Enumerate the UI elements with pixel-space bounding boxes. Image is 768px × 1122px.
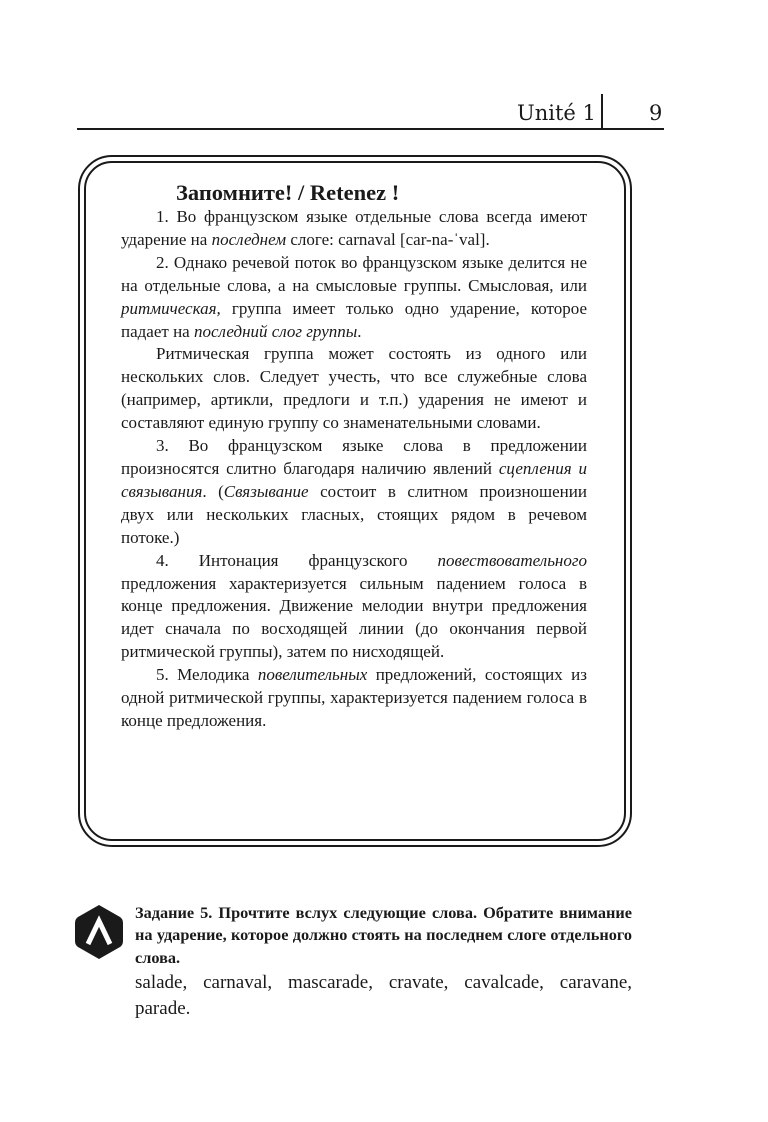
- rule-paragraph: [121, 435, 587, 550]
- italic-run: повествовательного: [437, 550, 587, 570]
- italic-run: сцепления и связывания: [121, 458, 587, 501]
- text-run: .: [357, 321, 362, 341]
- italic-run: последнем: [211, 229, 287, 249]
- text-run: 3. Во французском языке слова в предложении произносятся слитно благодаря наличию явлений: [121, 436, 587, 478]
- rule-paragraph: [121, 343, 587, 435]
- text-run: группа имеет только одно ударение, которое падает на: [121, 298, 587, 341]
- task-words: salade, carnaval, mascarade, cravate, cavalcade, caravane, parade.: [135, 972, 632, 1019]
- unit-label: Unité 1: [517, 101, 596, 125]
- text-run: слоге: carnaval [car-na-ˈval].: [286, 229, 490, 249]
- speaking-task-icon: [74, 904, 124, 960]
- rule-box-text: [121, 206, 587, 733]
- text-run: состоит в слитном произношении двух или нескольких гласных, стоящих рядом в речевом потоке.): [121, 481, 587, 547]
- rule-paragraph: [121, 206, 587, 252]
- task-instruction: Задание 5. Прочтите вслух следующие слова. Обратите внимание на ударение, которое должно стоять на последнем слоге отдельного слова.: [135, 903, 632, 967]
- italic-run: последний слог группы: [193, 321, 358, 341]
- rule-box-title: Запомните! / Retenez !: [176, 180, 400, 205]
- page-number: 9: [649, 101, 663, 125]
- text-run: 4. Интонация французского: [156, 550, 438, 570]
- header-divider: [601, 94, 603, 129]
- text-run: 1. Во французском языке отдельные слова всегда имеют ударение на: [121, 207, 587, 249]
- page-header: [0, 0, 768, 130]
- text-run: 2. Однако речевой поток во французском языке делится не на отдельные слова, а на смысловые группы. Смысловая, или: [121, 252, 587, 295]
- rule-paragraph: [121, 664, 587, 733]
- italic-run: Связывание: [223, 481, 309, 501]
- rule-paragraph: [121, 550, 587, 665]
- text-run: . (: [202, 481, 224, 501]
- header-rule: [77, 128, 664, 130]
- italic-run: ритмическая,: [121, 298, 221, 318]
- text-run: предложений, состоящих из одной ритмической группы, характеризуется падением голоса в конце предложения.: [121, 665, 587, 730]
- rule-paragraph: [121, 252, 587, 344]
- text-run: предложения характеризуется сильным падением голоса в конце предложения. Движение мелодии внутри предложения идет сначала по восходящей линии (до окончания первой ритмической группы), затем по нисходящей.: [121, 573, 587, 662]
- text-run: 5. Мелодика: [156, 665, 258, 685]
- text-run: Ритмическая группа может состоять из одного или нескольких слов. Следует учесть, что все служебные слова (например, артикли, предлоги и т.п.) ударения не имеют и составляют единую группу со знаменательными словами.: [121, 344, 587, 433]
- italic-run: повелительных: [257, 665, 368, 685]
